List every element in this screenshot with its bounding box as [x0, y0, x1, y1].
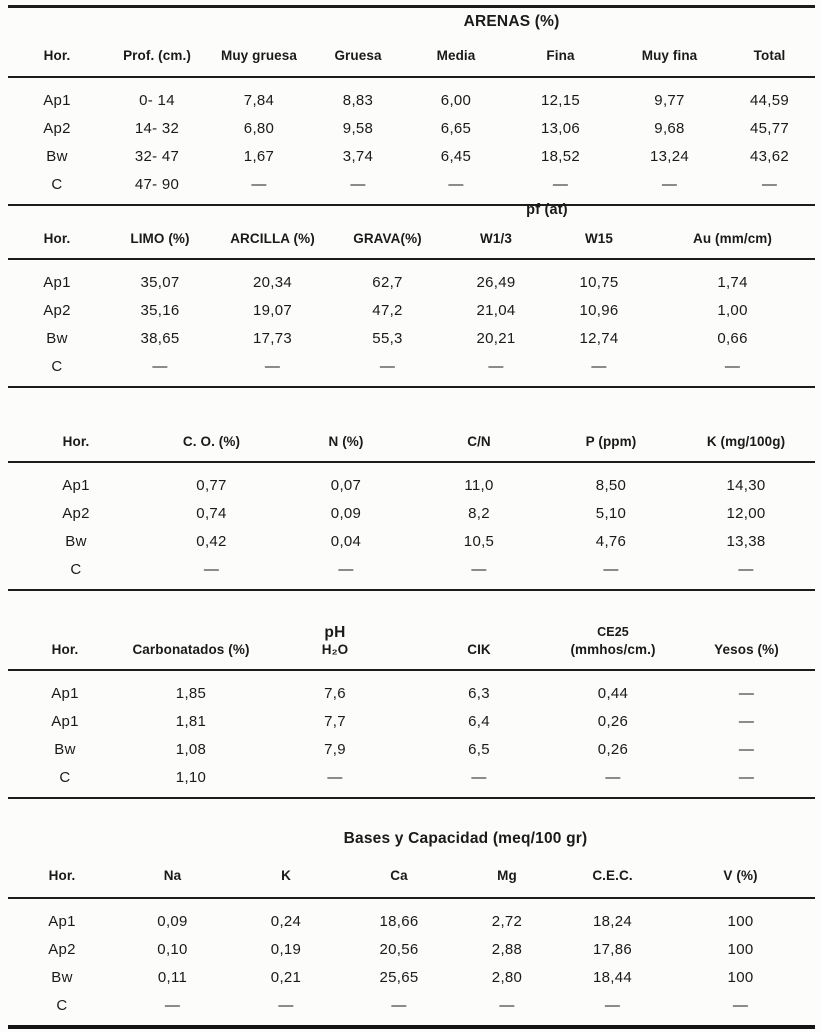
- data-cell: —: [379, 358, 396, 375]
- data-cell: 32- 47: [134, 148, 180, 165]
- data-cell: 100: [727, 913, 754, 930]
- column-header: Yesos (%): [678, 612, 815, 670]
- data-cell: —: [738, 713, 755, 730]
- column-header: N (%): [279, 423, 413, 462]
- column-header: Hor.: [8, 39, 106, 77]
- data-cell: —: [338, 561, 354, 578]
- data-cell: 0,44: [597, 685, 629, 702]
- data-cell: 2,72: [491, 913, 523, 930]
- data-cell: 44,59: [750, 92, 790, 109]
- column-header: C/N: [413, 423, 545, 462]
- data-cell: —: [605, 769, 621, 786]
- data-cell: 25,65: [379, 969, 419, 986]
- data-cell: 35,07: [140, 274, 180, 291]
- data-cell: 0,77: [196, 477, 227, 494]
- data-cell: 0,09: [330, 505, 362, 522]
- horizon-label: Ap1: [43, 274, 71, 291]
- data-cell: 9,77: [654, 92, 685, 109]
- data-cell: 20,21: [476, 330, 516, 347]
- data-cell: 6,5: [468, 741, 490, 758]
- column-header: P (ppm): [545, 423, 677, 462]
- table-row: [8, 143, 815, 171]
- data-cell: 13,24: [649, 148, 690, 165]
- horizon-label: C: [51, 358, 63, 375]
- data-cell: 12,74: [579, 330, 619, 347]
- data-cell: 38,65: [140, 330, 180, 347]
- data-cell: 100: [727, 941, 754, 958]
- horizon-label: Bw: [54, 741, 76, 758]
- table-row: [8, 259, 815, 297]
- group-title-spacer: [8, 7, 208, 40]
- table-row: [8, 670, 815, 708]
- group-title-spacer: [8, 200, 444, 225]
- horizon-label: Bw: [65, 533, 87, 550]
- column-header: Ca: [343, 857, 455, 898]
- data-cell: 18,44: [592, 969, 633, 986]
- data-cell: 47,2: [372, 302, 403, 319]
- column-header-row: [8, 225, 815, 259]
- group-title: Bases y Capacidad (meq/100 gr): [343, 830, 588, 847]
- data-cell: —: [471, 769, 487, 786]
- data-cell: 6,80: [243, 120, 275, 137]
- data-cell: —: [661, 176, 678, 193]
- data-cell: 0,19: [270, 941, 302, 958]
- data-cell: 6,4: [468, 713, 490, 730]
- column-header: GRAVA(%): [331, 225, 444, 259]
- data-cell: 1,00: [717, 302, 748, 319]
- column-header: Muy gruesa: [208, 39, 310, 77]
- column-header: C.E.C.: [559, 857, 666, 898]
- data-cell: 18,24: [592, 913, 633, 930]
- table-row: [8, 964, 815, 992]
- group-title-spacer: [650, 200, 815, 225]
- data-cell: 0,10: [157, 941, 188, 958]
- column-header: Hor.: [8, 612, 122, 670]
- table-ph-carbonatos: [8, 612, 815, 799]
- table-row: [8, 898, 815, 936]
- data-cell: 6,00: [440, 92, 472, 109]
- data-cell: 4,76: [595, 533, 627, 550]
- data-cell: 100: [727, 969, 754, 986]
- data-cell: 1,74: [717, 274, 748, 291]
- data-cell: 6,3: [468, 685, 490, 702]
- data-cell: 17,73: [252, 330, 293, 347]
- column-header: W1/3: [444, 225, 548, 259]
- group-title-spacer: [8, 826, 116, 857]
- table-row: [8, 708, 815, 736]
- data-cell: 0- 14: [139, 92, 175, 109]
- data-cell: 55,3: [372, 330, 403, 347]
- horizon-label: Ap1: [51, 685, 79, 702]
- data-cell: —: [499, 997, 515, 1014]
- column-header: Gruesa: [310, 39, 406, 77]
- data-cell: 0,07: [330, 477, 362, 494]
- column-header: Muy fina: [615, 39, 724, 77]
- data-cell: 13,06: [540, 120, 581, 137]
- table-row: [8, 500, 815, 528]
- group-title-row: [8, 200, 815, 225]
- table-row: [8, 936, 815, 964]
- data-cell: 11,0: [464, 477, 494, 494]
- data-cell: —: [738, 741, 755, 758]
- column-header: W15: [548, 225, 650, 259]
- horizon-label: Bw: [46, 148, 68, 165]
- data-cell: —: [471, 561, 487, 578]
- data-cell: —: [603, 561, 619, 578]
- data-cell: —: [448, 176, 464, 193]
- data-cell: 8,50: [595, 477, 627, 494]
- data-cell: 26,49: [476, 274, 516, 291]
- horizon-label: Ap2: [43, 120, 71, 137]
- data-cell: 2,80: [491, 969, 523, 986]
- data-cell: 0,66: [717, 330, 748, 347]
- table-row: [8, 462, 815, 500]
- data-cell: 6,45: [440, 148, 472, 165]
- table-row: [8, 556, 815, 590]
- group-title: pf (at): [526, 202, 568, 218]
- table-row: [8, 297, 815, 325]
- data-cell: 14- 32: [134, 120, 180, 137]
- column-header: C. O. (%): [144, 423, 279, 462]
- data-cell: —: [738, 685, 755, 702]
- data-cell: —: [350, 176, 366, 193]
- column-header: K: [229, 857, 343, 898]
- table-limo-arcilla-grava-pf: [8, 200, 815, 388]
- group-title-row: [8, 7, 815, 40]
- horizon-label: C: [59, 769, 71, 786]
- column-header: CIK: [410, 612, 548, 670]
- data-cell: 10,75: [579, 274, 619, 291]
- data-cell: 0,04: [330, 533, 362, 550]
- horizon-label: Ap2: [43, 302, 71, 319]
- data-cell: 35,16: [140, 302, 180, 319]
- horizon-label: Ap1: [62, 477, 90, 494]
- table-materia-organica: [8, 423, 815, 591]
- table-row: [8, 115, 815, 143]
- data-cell: 9,68: [654, 120, 685, 137]
- data-cell: 7,6: [324, 685, 346, 702]
- table-row: [8, 325, 815, 353]
- data-cell: 3,74: [342, 148, 374, 165]
- data-cell: 0,11: [157, 969, 188, 986]
- data-cell: —: [164, 997, 181, 1014]
- data-cell: 10,5: [463, 533, 495, 550]
- table-bases-capacidad: [8, 826, 815, 1029]
- table-row: [8, 992, 815, 1027]
- data-cell: —: [761, 176, 778, 193]
- horizon-label: Ap2: [48, 941, 76, 958]
- data-cell: 21,04: [476, 302, 516, 319]
- data-cell: 18,52: [540, 148, 581, 165]
- column-header-top: CE25: [597, 625, 629, 639]
- data-cell: —: [391, 997, 407, 1014]
- data-cell: 1,85: [175, 685, 207, 702]
- data-cell: —: [552, 176, 569, 193]
- data-cell: —: [278, 997, 294, 1014]
- horizon-label: Ap1: [48, 913, 76, 930]
- column-header: Total: [724, 39, 815, 77]
- data-cell: 45,77: [750, 120, 790, 137]
- data-cell: 0,26: [597, 741, 629, 758]
- column-header-top: pH: [324, 624, 346, 641]
- data-cell: 20,56: [379, 941, 419, 958]
- data-cell: 8,2: [468, 505, 490, 522]
- data-cell: —: [604, 997, 621, 1014]
- horizon-label: C: [51, 176, 63, 193]
- data-cell: 7,84: [243, 92, 275, 109]
- column-header: ARCILLA (%): [214, 225, 331, 259]
- data-cell: 1,10: [175, 769, 207, 786]
- data-cell: 10,96: [579, 302, 619, 319]
- data-cell: 9,58: [342, 120, 374, 137]
- data-cell: 43,62: [750, 148, 790, 165]
- column-header: Carbonatados (%): [122, 612, 260, 670]
- data-cell: 5,10: [595, 505, 627, 522]
- data-cell: 12,15: [540, 92, 581, 109]
- data-cell: 20,34: [252, 274, 293, 291]
- column-header: LIMO (%): [106, 225, 214, 259]
- column-header-row: [8, 39, 815, 77]
- data-cell: 47- 90: [134, 176, 180, 193]
- data-cell: 62,7: [372, 274, 403, 291]
- horizon-label: Ap1: [43, 92, 71, 109]
- data-cell: —: [251, 176, 267, 193]
- column-header: Hor.: [8, 857, 116, 898]
- group-title-row: [8, 826, 815, 857]
- data-cell: —: [203, 561, 220, 578]
- data-cell: —: [488, 358, 504, 375]
- horizon-label: Bw: [46, 330, 68, 347]
- data-cell: —: [591, 358, 607, 375]
- data-cell: —: [738, 561, 754, 578]
- column-header: Media: [406, 39, 506, 77]
- column-header: Prof. (cm.): [106, 39, 208, 77]
- data-cell: 0,42: [196, 533, 227, 550]
- column-header: Au (mm/cm): [650, 225, 815, 259]
- data-cell: 19,07: [252, 302, 293, 319]
- column-header: V (%): [666, 857, 815, 898]
- horizon-label: C: [56, 997, 68, 1014]
- table-row: [8, 764, 815, 798]
- table-row: [8, 353, 815, 387]
- data-cell: —: [264, 358, 281, 375]
- column-header-sub: H₂O: [321, 642, 349, 657]
- table-row: [8, 736, 815, 764]
- column-header: Fina: [506, 39, 615, 77]
- column-header-row: [8, 423, 815, 462]
- data-cell: 1,08: [175, 741, 207, 758]
- column-header: Hor.: [8, 423, 144, 462]
- data-cell: 14,30: [726, 477, 766, 494]
- group-title: ARENAS (%): [463, 13, 560, 30]
- data-cell: 0,09: [157, 913, 188, 930]
- data-cell: —: [152, 358, 168, 375]
- data-cell: 0,26: [597, 713, 629, 730]
- column-header: Na: [116, 857, 229, 898]
- data-cell: 17,86: [592, 941, 633, 958]
- data-cell: —: [724, 358, 741, 375]
- data-cell: —: [327, 769, 343, 786]
- column-header: Mg: [455, 857, 559, 898]
- data-cell: 7,9: [324, 741, 346, 758]
- column-header: Hor.: [8, 225, 106, 259]
- data-cell: 1,67: [243, 148, 275, 165]
- column-header: [260, 612, 410, 670]
- column-header-row: [8, 612, 815, 670]
- column-header: [548, 612, 678, 670]
- data-cell: 13,38: [726, 533, 766, 550]
- data-cell: 8,83: [342, 92, 374, 109]
- data-cell: 18,66: [379, 913, 419, 930]
- data-cell: 0,24: [270, 913, 302, 930]
- table-arenas: [8, 5, 815, 206]
- table-row: [8, 77, 815, 115]
- horizon-label: Ap2: [62, 505, 90, 522]
- horizon-label: Ap1: [51, 713, 79, 730]
- horizon-label: C: [70, 561, 82, 578]
- data-cell: 7,7: [324, 713, 346, 730]
- data-cell: 2,88: [491, 941, 523, 958]
- data-cell: 0,74: [196, 505, 227, 522]
- data-cell: 0,21: [270, 969, 302, 986]
- horizon-label: Bw: [51, 969, 73, 986]
- data-cell: —: [738, 769, 755, 786]
- data-cell: 12,00: [726, 505, 766, 522]
- data-cell: —: [732, 997, 749, 1014]
- data-cell: 6,65: [440, 120, 472, 137]
- column-header-row: [8, 857, 815, 898]
- column-header-sub: (mmhos/cm.): [570, 642, 656, 657]
- table-row: [8, 528, 815, 556]
- data-cell: 1,81: [175, 713, 207, 730]
- column-header: K (mg/100g): [677, 423, 815, 462]
